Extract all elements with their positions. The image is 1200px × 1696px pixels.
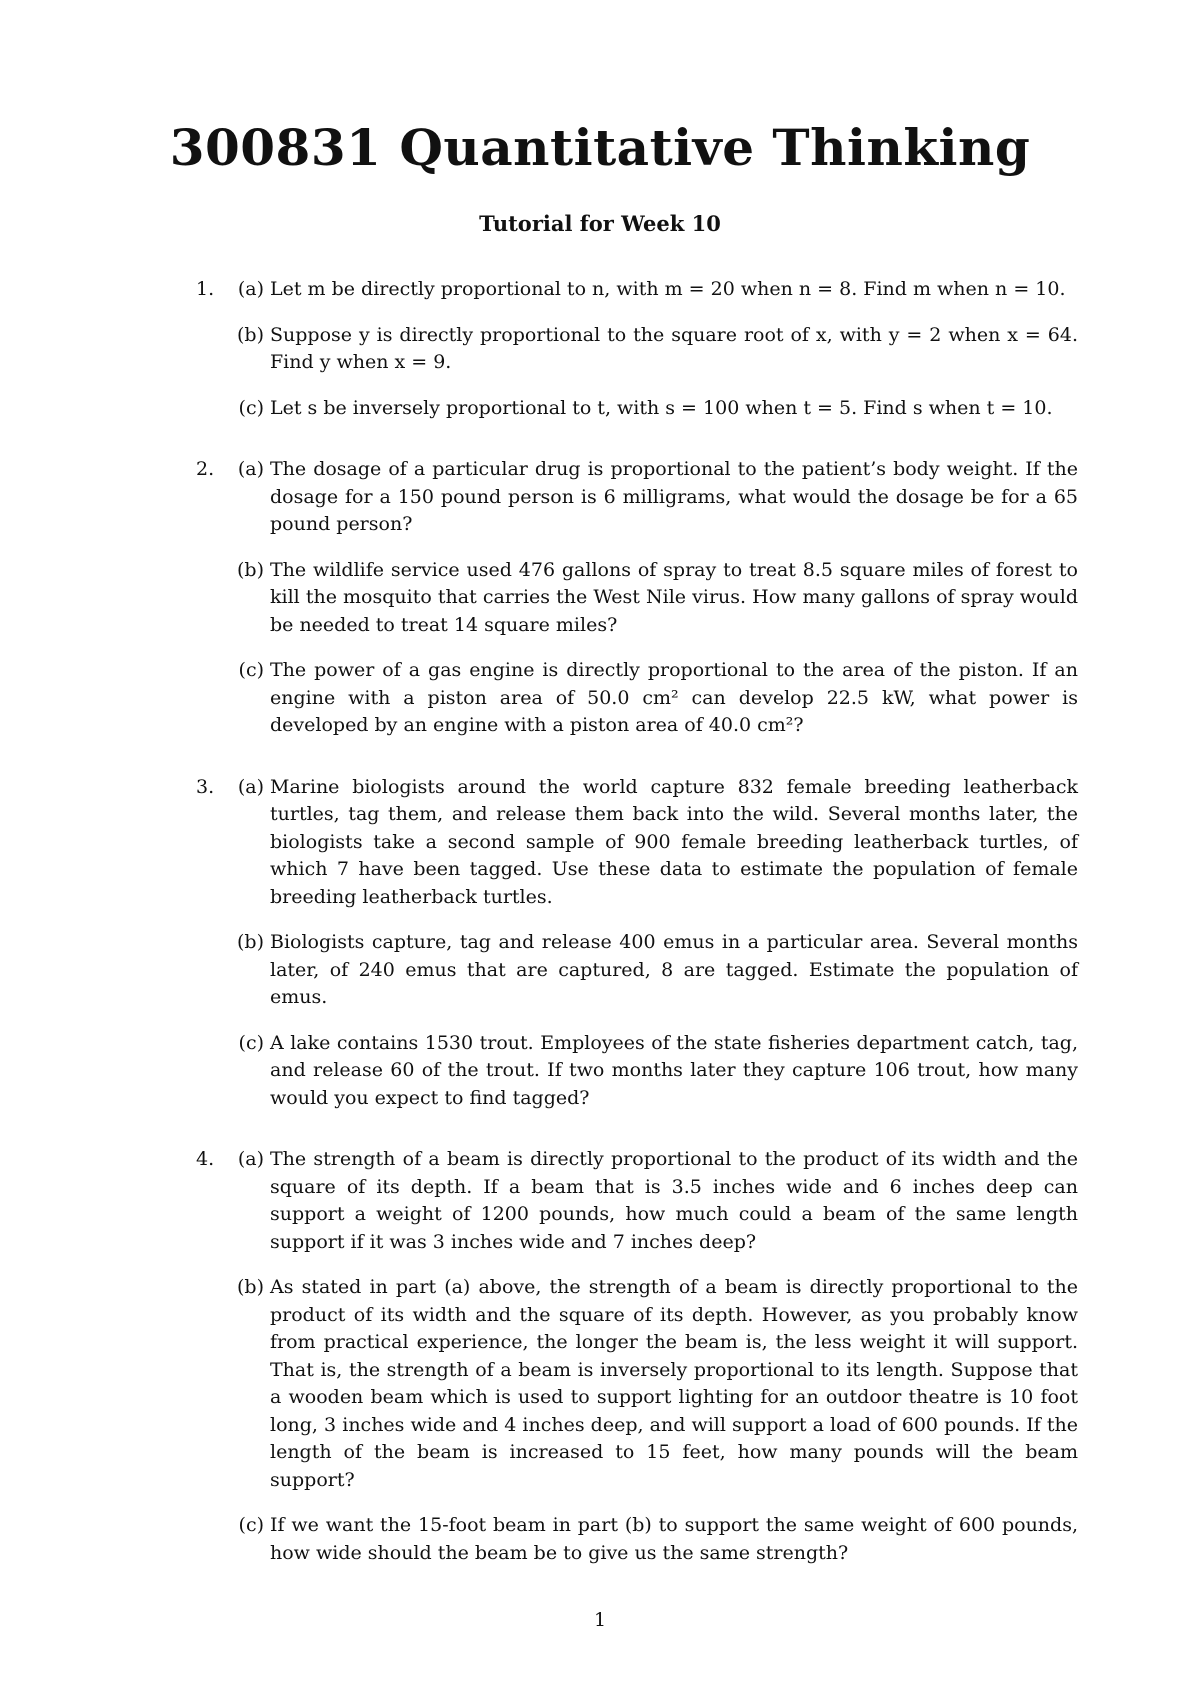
part-text: Let m be directly proportional to n, with m = 20 when n = 8. Find m when n = 10.: [270, 278, 1066, 300]
part-label: (b): [237, 1276, 264, 1298]
part-text: If we want the 15-foot beam in part (b) to support the same weight of 600 pounds, how wide should the beam be to give us the same strength?: [270, 1514, 1078, 1564]
part-text: The power of a gas engine is directly proportional to the area of the piston. If an engine with a piston area of 50.0 cm² can develop 22.5 kW, what power is developed by an engine with a piston area of 40.0 cm²?: [270, 659, 1078, 736]
question-part: [0, 456, 1200, 539]
question-part: [0, 395, 1200, 423]
question-part: [0, 657, 1200, 740]
part-text: As stated in part (a) above, the strength of a beam is directly proportional to the product of its width and the square of its depth. However, as you probably know from practical experience, the longer the beam is, the less weight it will support. That is, the strength of a beam is inversely proportional to its length. Suppose that a wooden beam which is used to support lighting for an outdoor theatre is 10 foot long, 3 inches wide and 4 inches deep, and will support a load of 600 pounds. If the length of the beam is increased to 15 feet, how many pounds will the beam support?: [270, 1276, 1078, 1491]
question-part: [0, 1512, 1200, 1567]
part-text: The strength of a beam is directly proportional to the product of its width and the square of its depth. If a beam that is 3.5 inches wide and 6 inches deep can support a weight of 1200 pounds, how much could a beam of the same length support if it was 3 inches wide and 7 inches deep?: [270, 1148, 1078, 1253]
page-number: 1: [593, 1609, 607, 1631]
question-2: [0, 456, 1200, 740]
question-part: [0, 1146, 1200, 1256]
question-part: [0, 322, 1200, 377]
question-part: [0, 929, 1200, 1012]
part-text: A lake contains 1530 trout. Employees of the state fisheries department catch, tag, and release 60 of the trout. If two months later they capture 106 trout, how many would you expect to find tagged?: [270, 1031, 1078, 1109]
part-label: (b): [237, 323, 264, 346]
question-part: [0, 774, 1200, 912]
part-label: (a): [237, 458, 264, 480]
document-title: 300831 Quantitative Thinking: [169, 118, 1031, 177]
question-number: 2.: [196, 458, 215, 480]
part-text: The dosage of a particular drug is proportional to the patient’s body weight. If the dosage for a 150 pound person is 6 milligrams, what would the dosage be for a 65 pound person?: [270, 458, 1078, 535]
question-3: [0, 774, 1200, 1113]
question-number: 3.: [196, 775, 215, 798]
part-text: Biologists capture, tag and release 400 emus in a particular area. Several months later, of 240 emus that are captured, 8 are tagged. Estimate the population of emus.: [270, 931, 1078, 1008]
part-label: (a): [237, 775, 264, 798]
question-part: [0, 1030, 1200, 1113]
part-text: Let s be inversely proportional to t, with s = 100 when t = 5. Find s when t = 10.: [270, 396, 1053, 419]
question-1: [0, 276, 1200, 422]
question-part: [0, 557, 1200, 640]
part-label: (c): [238, 659, 264, 681]
part-text: Suppose y is directly proportional to the square root of x, with y = 2 when x = 64. Find y when x = 9.: [270, 323, 1078, 373]
part-label: (b): [237, 558, 264, 581]
question-list: [0, 276, 1200, 1601]
question-part: [0, 276, 1200, 304]
question-number: 1.: [196, 278, 215, 300]
part-label: (c): [238, 1031, 264, 1054]
part-text: Marine biologists around the world capture 832 female breeding leatherback turtles, tag them, and release them back into the wild. Several months later, the biologists take a second sample of 900 female breeding leatherback turtles, of which 7 have been tagged. Use these data to estimate the population of female breeding leatherback turtles.: [270, 775, 1078, 908]
part-label: (a): [237, 1148, 264, 1170]
part-label: (a): [237, 278, 264, 300]
part-label: (c): [238, 396, 264, 419]
part-label: (b): [237, 931, 264, 953]
part-label: (c): [238, 1514, 264, 1536]
question-number: 4.: [196, 1148, 215, 1170]
document-subtitle: Tutorial for Week 10: [479, 211, 721, 236]
question-part: [0, 1274, 1200, 1494]
question-4: [0, 1146, 1200, 1567]
part-text: The wildlife service used 476 gallons of spray to treat 8.5 square miles of forest to kill the mosquito that carries the West Nile virus. How many gallons of spray would be needed to treat 14 square miles?: [270, 558, 1078, 636]
